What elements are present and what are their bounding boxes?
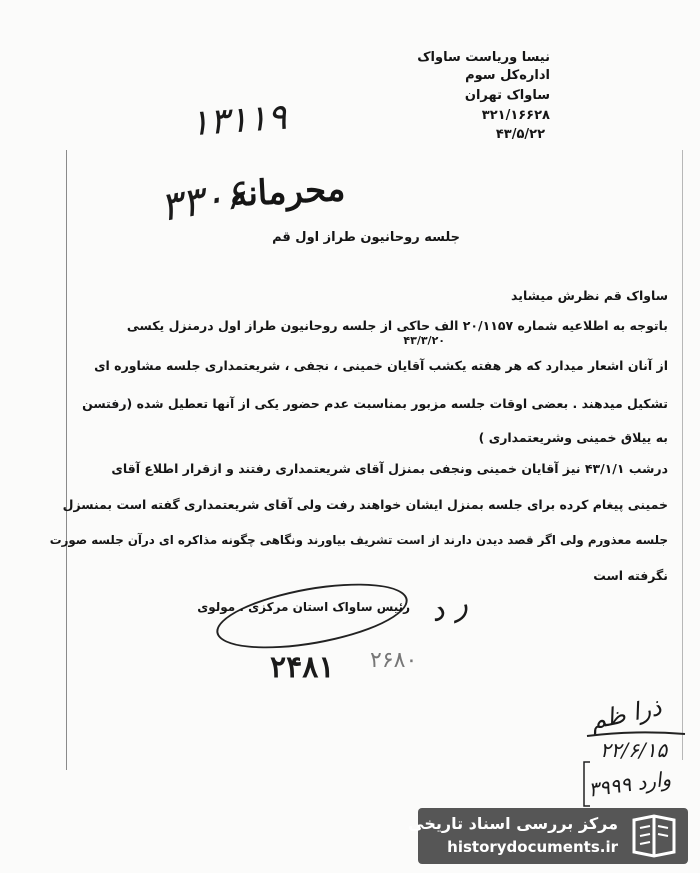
margin-signature: ذرا ظم [587, 692, 664, 736]
bottom-code: ۲۴۸۱ [270, 650, 335, 685]
body-line-6: خمینی پیغام کرده برای جلسه بمنزل ایشان خواهند رفت ولی آقای شریعتمداری گفته است بمنسزل [62, 497, 668, 512]
fold-line-left [66, 150, 67, 770]
margin-date: ۲۲/۶/۱۵ [600, 738, 668, 762]
confidential-stamp: محرمانه [229, 169, 347, 215]
addressee-line: ساواک قم نظرش میشاید [511, 288, 668, 303]
archive-logo-icon [630, 814, 678, 858]
body-line-8: نگرفته است [593, 568, 668, 583]
watermark-url: historydocuments.ir [447, 838, 618, 856]
header-date: ۴۳/۵/۲۲ [495, 127, 545, 142]
body-line-7: جلسه معذورم ولی اگر قصد دیدن دارند از است تشریف بیاورند ونگاهی چگونه مذاکره ای درآن جلسه صورت [49, 533, 668, 547]
body-line-4: به ییلاق خمینی وشریعتمداری ) [478, 430, 668, 445]
body-line-3: تشکیل میدهند . بعضی اوقات جلسه مزبور بمناسبت عدم حضور یکی از آنها تعطیل شده (رفتسن [82, 396, 668, 411]
watermark-title: مرکز بررسی اسناد تاریخی [408, 814, 618, 833]
bottom-code-faint: ۲۶۸۰ [370, 648, 418, 673]
signature-scribble: ر ‌د [426, 585, 472, 630]
header-org-line: نیسا وریاست ساواک [417, 50, 550, 65]
handwritten-left-number: ۳۳۰۶ [156, 170, 250, 232]
margin-bracket [580, 760, 592, 808]
header-office-line: ساواک تهران [464, 88, 550, 103]
body-line-1-date: ۴۳/۳/۲۰ [403, 334, 445, 347]
signature-line: رئیس ساواک استان مرکزی . مولوی [197, 600, 410, 614]
body-line-5: درشب ۴۳/۱/۱ نیز آقایان خمینی ونجفی بمنزل آقای شریعتمداری رفتند و ازقرار اطلاع آقای [111, 461, 668, 476]
handwritten-top-number: ۱۳۱۱۹ [188, 96, 288, 145]
watermark [408, 808, 688, 864]
body-line-1: باتوجه به اطلاعیه شماره ۲۰/۱۱۵۷ الف حاکی از جلسه روحانیون طراز اول درمنزل یکسی [126, 318, 668, 333]
header-dept-line: اداره‌کل سوم [465, 68, 550, 83]
body-line-2: از آنان اشعار میدارد که هر هفته یکشب آقایان خمینی ، نجفی ، شریعتمداری جلسه مشاوره ای [94, 358, 668, 373]
margin-note: وارد ۳۹۹۹ [586, 766, 673, 802]
fold-line-right [682, 150, 683, 760]
subject-line: جلسه روحانیون طراز اول قم [272, 230, 460, 245]
header-ref-number: ۳۲۱/۱۶۶۲۸ [481, 108, 550, 123]
